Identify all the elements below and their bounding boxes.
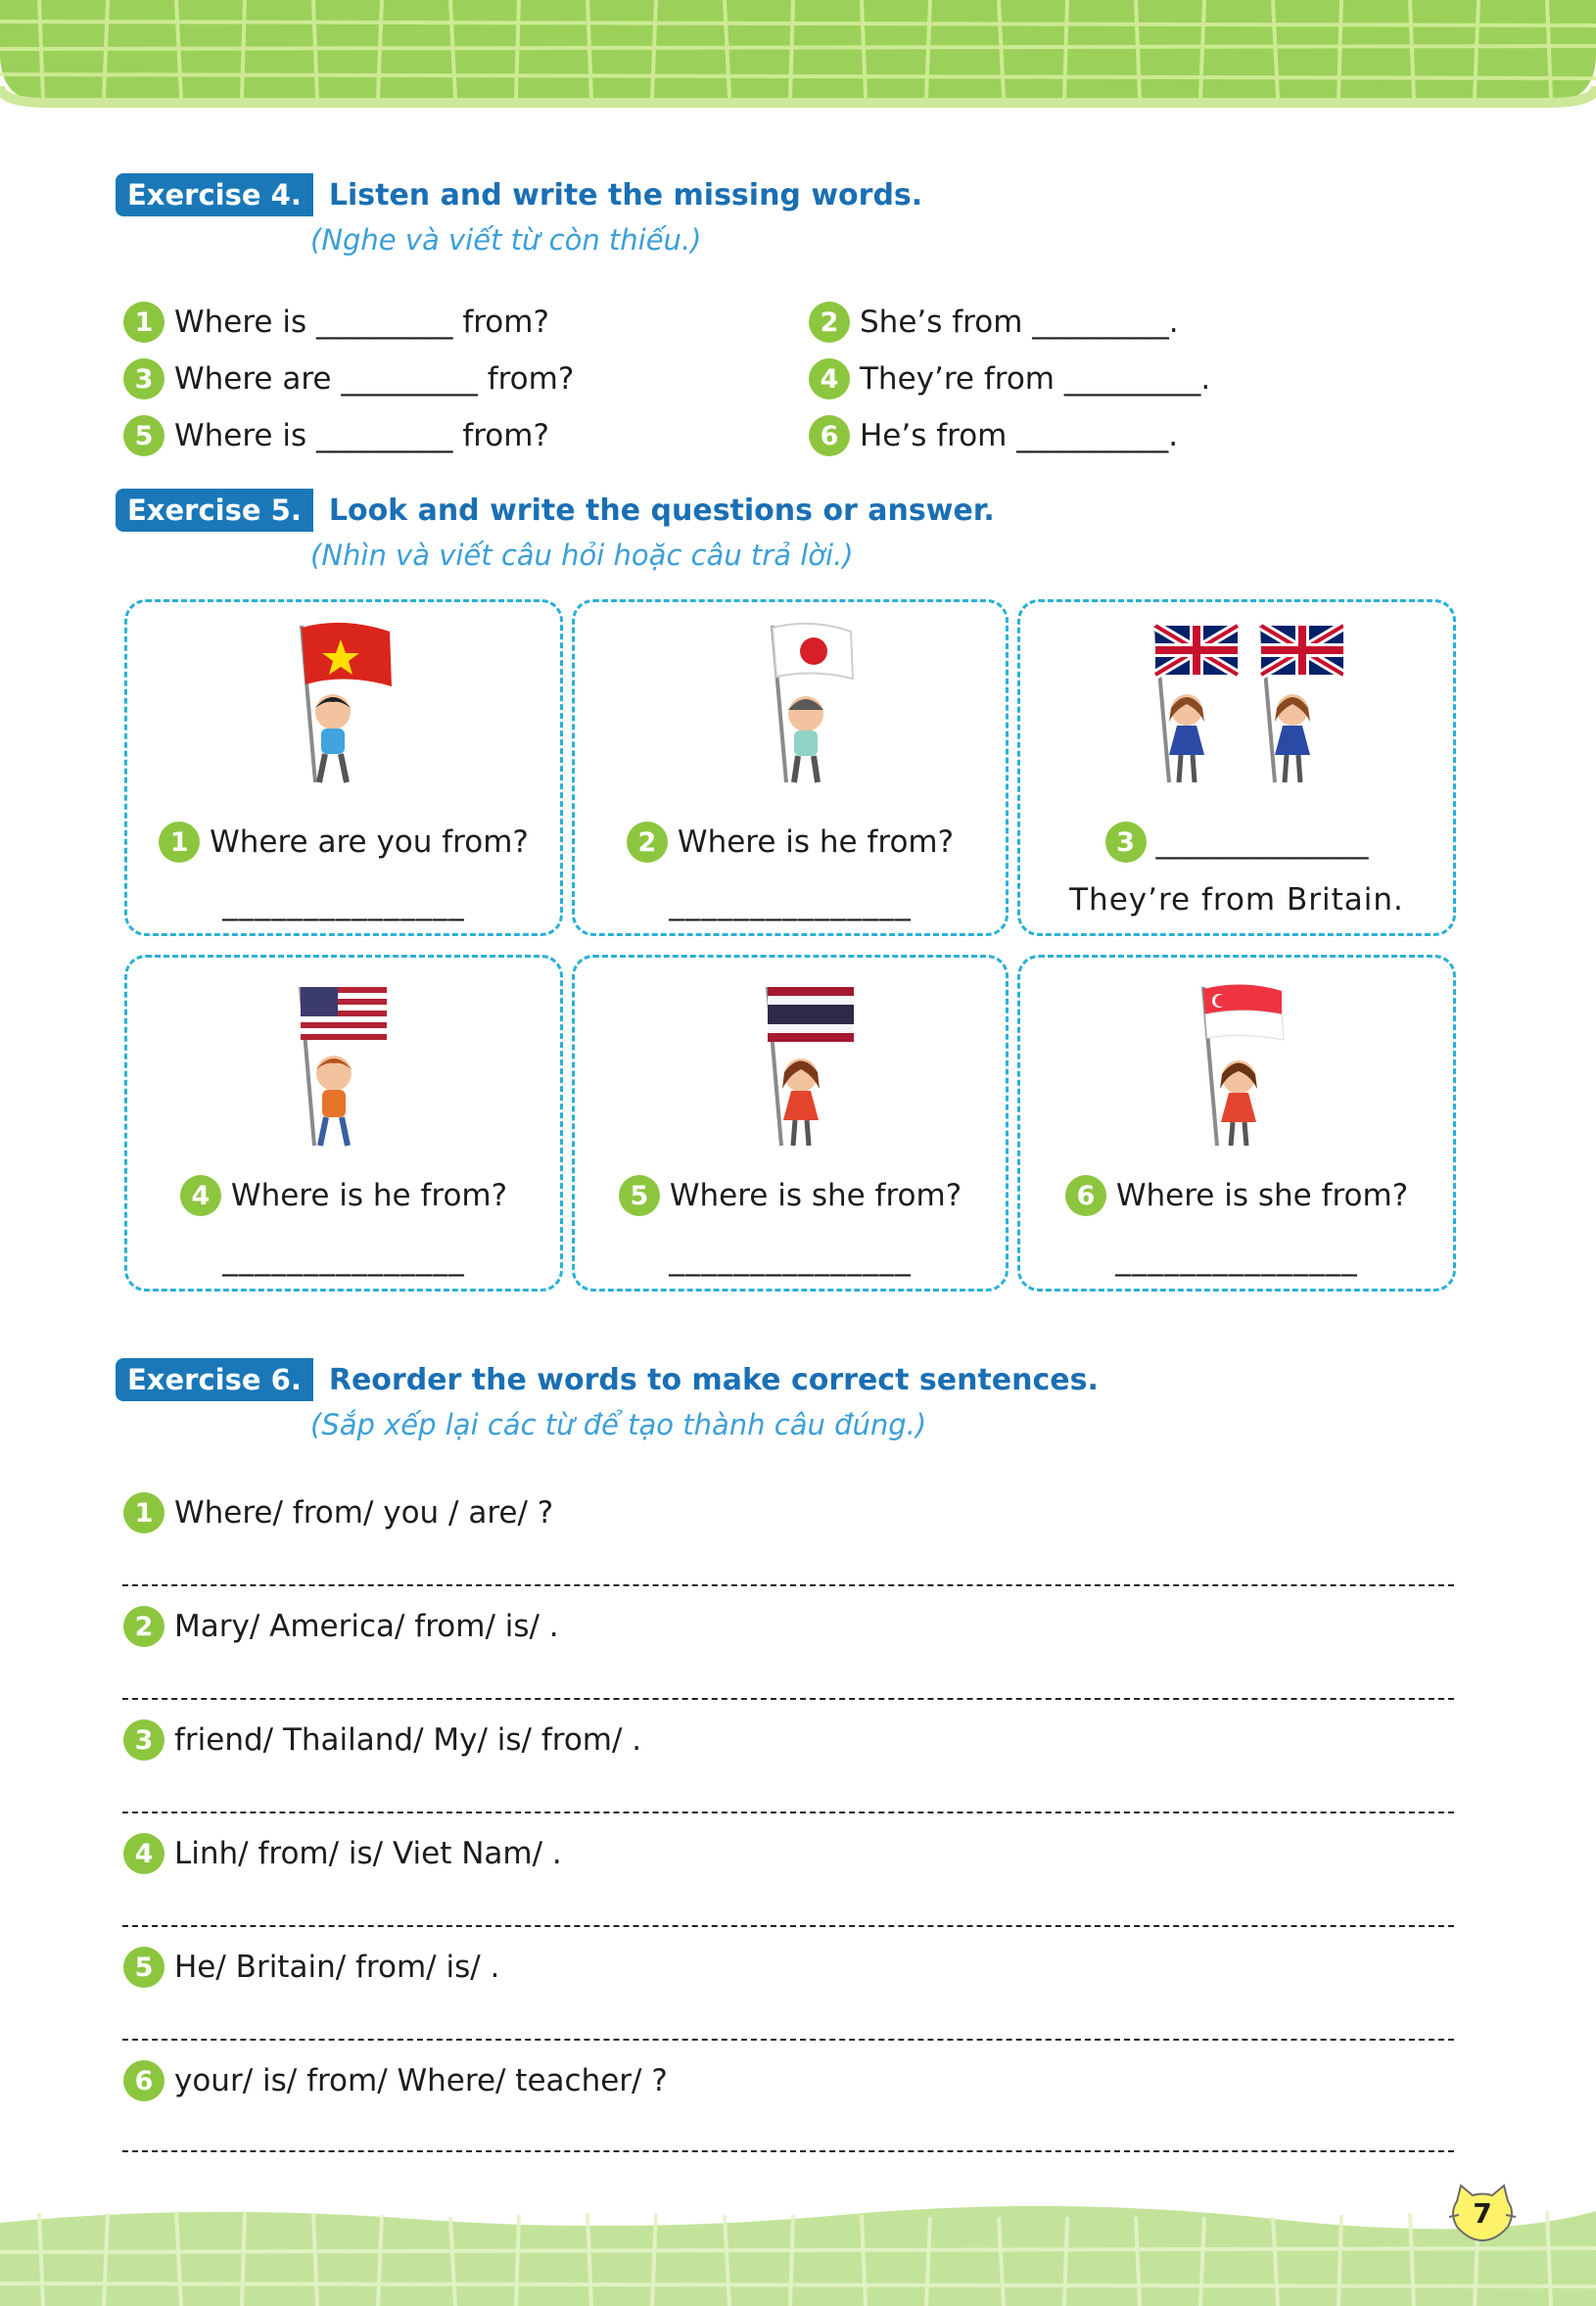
number-badge: 4: [180, 1175, 221, 1216]
exercise-4-subtitle: (Nghe và viết từ còn thiếu.): [310, 223, 702, 257]
exercise-6-header: [116, 1357, 1099, 1402]
answer-line-6[interactable]: [122, 2150, 1454, 2152]
answer-line-5[interactable]: [122, 2039, 1454, 2041]
ex5-card-6: [1017, 955, 1456, 1292]
question-text: Where is he from?: [230, 1178, 508, 1213]
item-text: Where is _________ from?: [174, 418, 549, 453]
answer-blank: _______________: [669, 886, 912, 921]
ex5-card-1: [124, 599, 563, 936]
ex5-card-4: [124, 955, 563, 1292]
item-text: She’s from _________.: [860, 305, 1179, 340]
singapore-flag-icon: [1192, 979, 1299, 1155]
exercise-5-title: Look and write the questions or answer.: [328, 493, 995, 528]
ex6-item-6: [123, 2060, 668, 2101]
answer-blank: _______________: [1115, 1242, 1358, 1277]
ex4-item-1: [123, 302, 549, 343]
exercise-6-tag: Exercise 6.: [116, 1358, 313, 1401]
britain-flag-icon: [1148, 616, 1343, 792]
item-text: Where are _________ from?: [174, 361, 575, 397]
number-badge: 5: [123, 415, 164, 456]
top-banner: [0, 0, 1596, 108]
item-text: Linh/ from/ is/ Viet Nam/ .: [174, 1836, 562, 1871]
item-text: friend/ Thailand/ My/ is/ from/ .: [174, 1722, 642, 1758]
card-question: [1020, 822, 1453, 863]
ex6-item-3: [123, 1719, 641, 1761]
number-badge: 5: [123, 1947, 164, 1988]
card-question: [127, 822, 560, 863]
number-badge: 6: [809, 415, 850, 456]
answer-text: They’re from Britain.: [1069, 882, 1404, 918]
ex6-item-5: [123, 1947, 499, 1988]
exercise-5-subtitle: (Nhìn và viết câu hỏi hoặc câu trả lời.): [310, 539, 854, 572]
exercise-5-tag: Exercise 5.: [116, 489, 313, 532]
number-badge: 5: [619, 1175, 660, 1216]
number-badge: 6: [123, 2060, 164, 2101]
item-text: He/ Britain/ from/ is/ .: [174, 1950, 500, 1985]
exercise-4-title: Listen and write the missing words.: [328, 177, 923, 212]
number-badge: 2: [809, 302, 850, 343]
ex4-item-6: [809, 415, 1178, 456]
ex4-item-3: [123, 358, 574, 400]
ex6-item-4: [123, 1833, 562, 1874]
question-text: Where is she from?: [1115, 1178, 1409, 1213]
ex5-card-2: [572, 599, 1009, 936]
answer-line-3[interactable]: [122, 1812, 1454, 1813]
ex6-item-1: [123, 1492, 553, 1533]
vietnam-flag-icon: [284, 616, 401, 792]
number-badge: 3: [1105, 822, 1147, 863]
answer-blank: _______________: [669, 1242, 912, 1277]
number-badge: 3: [123, 358, 164, 400]
exercise-5-header: [116, 488, 995, 533]
exercise-6-title: Reorder the words to make correct sentences.: [328, 1362, 1099, 1397]
question-text: Where is he from?: [677, 824, 955, 860]
usa-flag-icon: [289, 979, 397, 1155]
answer-blank: _______________: [222, 1242, 465, 1277]
question-blank: ______________: [1155, 824, 1369, 860]
page-number: 7: [1473, 2197, 1492, 2230]
number-badge: 1: [123, 1492, 164, 1533]
number-badge: 2: [627, 822, 668, 863]
number-badge: 3: [123, 1719, 164, 1761]
item-text: Where/ from/ you / are/ ?: [174, 1495, 554, 1530]
card-question: [575, 1175, 1006, 1216]
card-question: [1020, 1175, 1453, 1216]
number-badge: 4: [123, 1833, 164, 1874]
number-badge: 4: [809, 358, 850, 400]
item-text: Mary/ America/ from/ is/ .: [174, 1609, 559, 1644]
item-text: your/ is/ from/ Where/ teacher/ ?: [174, 2063, 668, 2098]
card-question: [575, 822, 1006, 863]
item-text: They’re from _________.: [860, 361, 1211, 397]
number-badge: 6: [1065, 1175, 1106, 1216]
ex4-item-4: [809, 358, 1210, 400]
number-badge: 2: [123, 1606, 164, 1647]
answer-blank: _______________: [222, 886, 465, 921]
number-badge: 1: [159, 822, 200, 863]
question-text: Where are you from?: [210, 824, 529, 860]
item-text: Where is _________ from?: [174, 305, 549, 340]
thailand-flag-icon: [756, 979, 864, 1155]
japan-flag-icon: [761, 616, 859, 792]
exercise-4-tag: Exercise 4.: [116, 173, 313, 216]
number-badge: 1: [123, 302, 164, 343]
ex4-item-2: [809, 302, 1179, 343]
exercise-6-subtitle: (Sắp xếp lại các từ để tạo thành câu đúng.): [310, 1408, 927, 1441]
ex6-item-2: [123, 1606, 559, 1647]
item-text: He’s from __________.: [860, 418, 1179, 453]
ex5-card-3: [1017, 599, 1456, 936]
ex4-item-5: [123, 415, 549, 456]
bottom-banner: [0, 2193, 1596, 2306]
card-question: [127, 1175, 560, 1216]
answer-line-2[interactable]: [122, 1698, 1454, 1700]
exercise-4-header: [116, 172, 922, 217]
question-text: Where is she from?: [669, 1178, 962, 1213]
ex5-card-5: [572, 955, 1009, 1292]
answer-line-1[interactable]: [122, 1584, 1454, 1586]
answer-line-4[interactable]: [122, 1925, 1454, 1927]
